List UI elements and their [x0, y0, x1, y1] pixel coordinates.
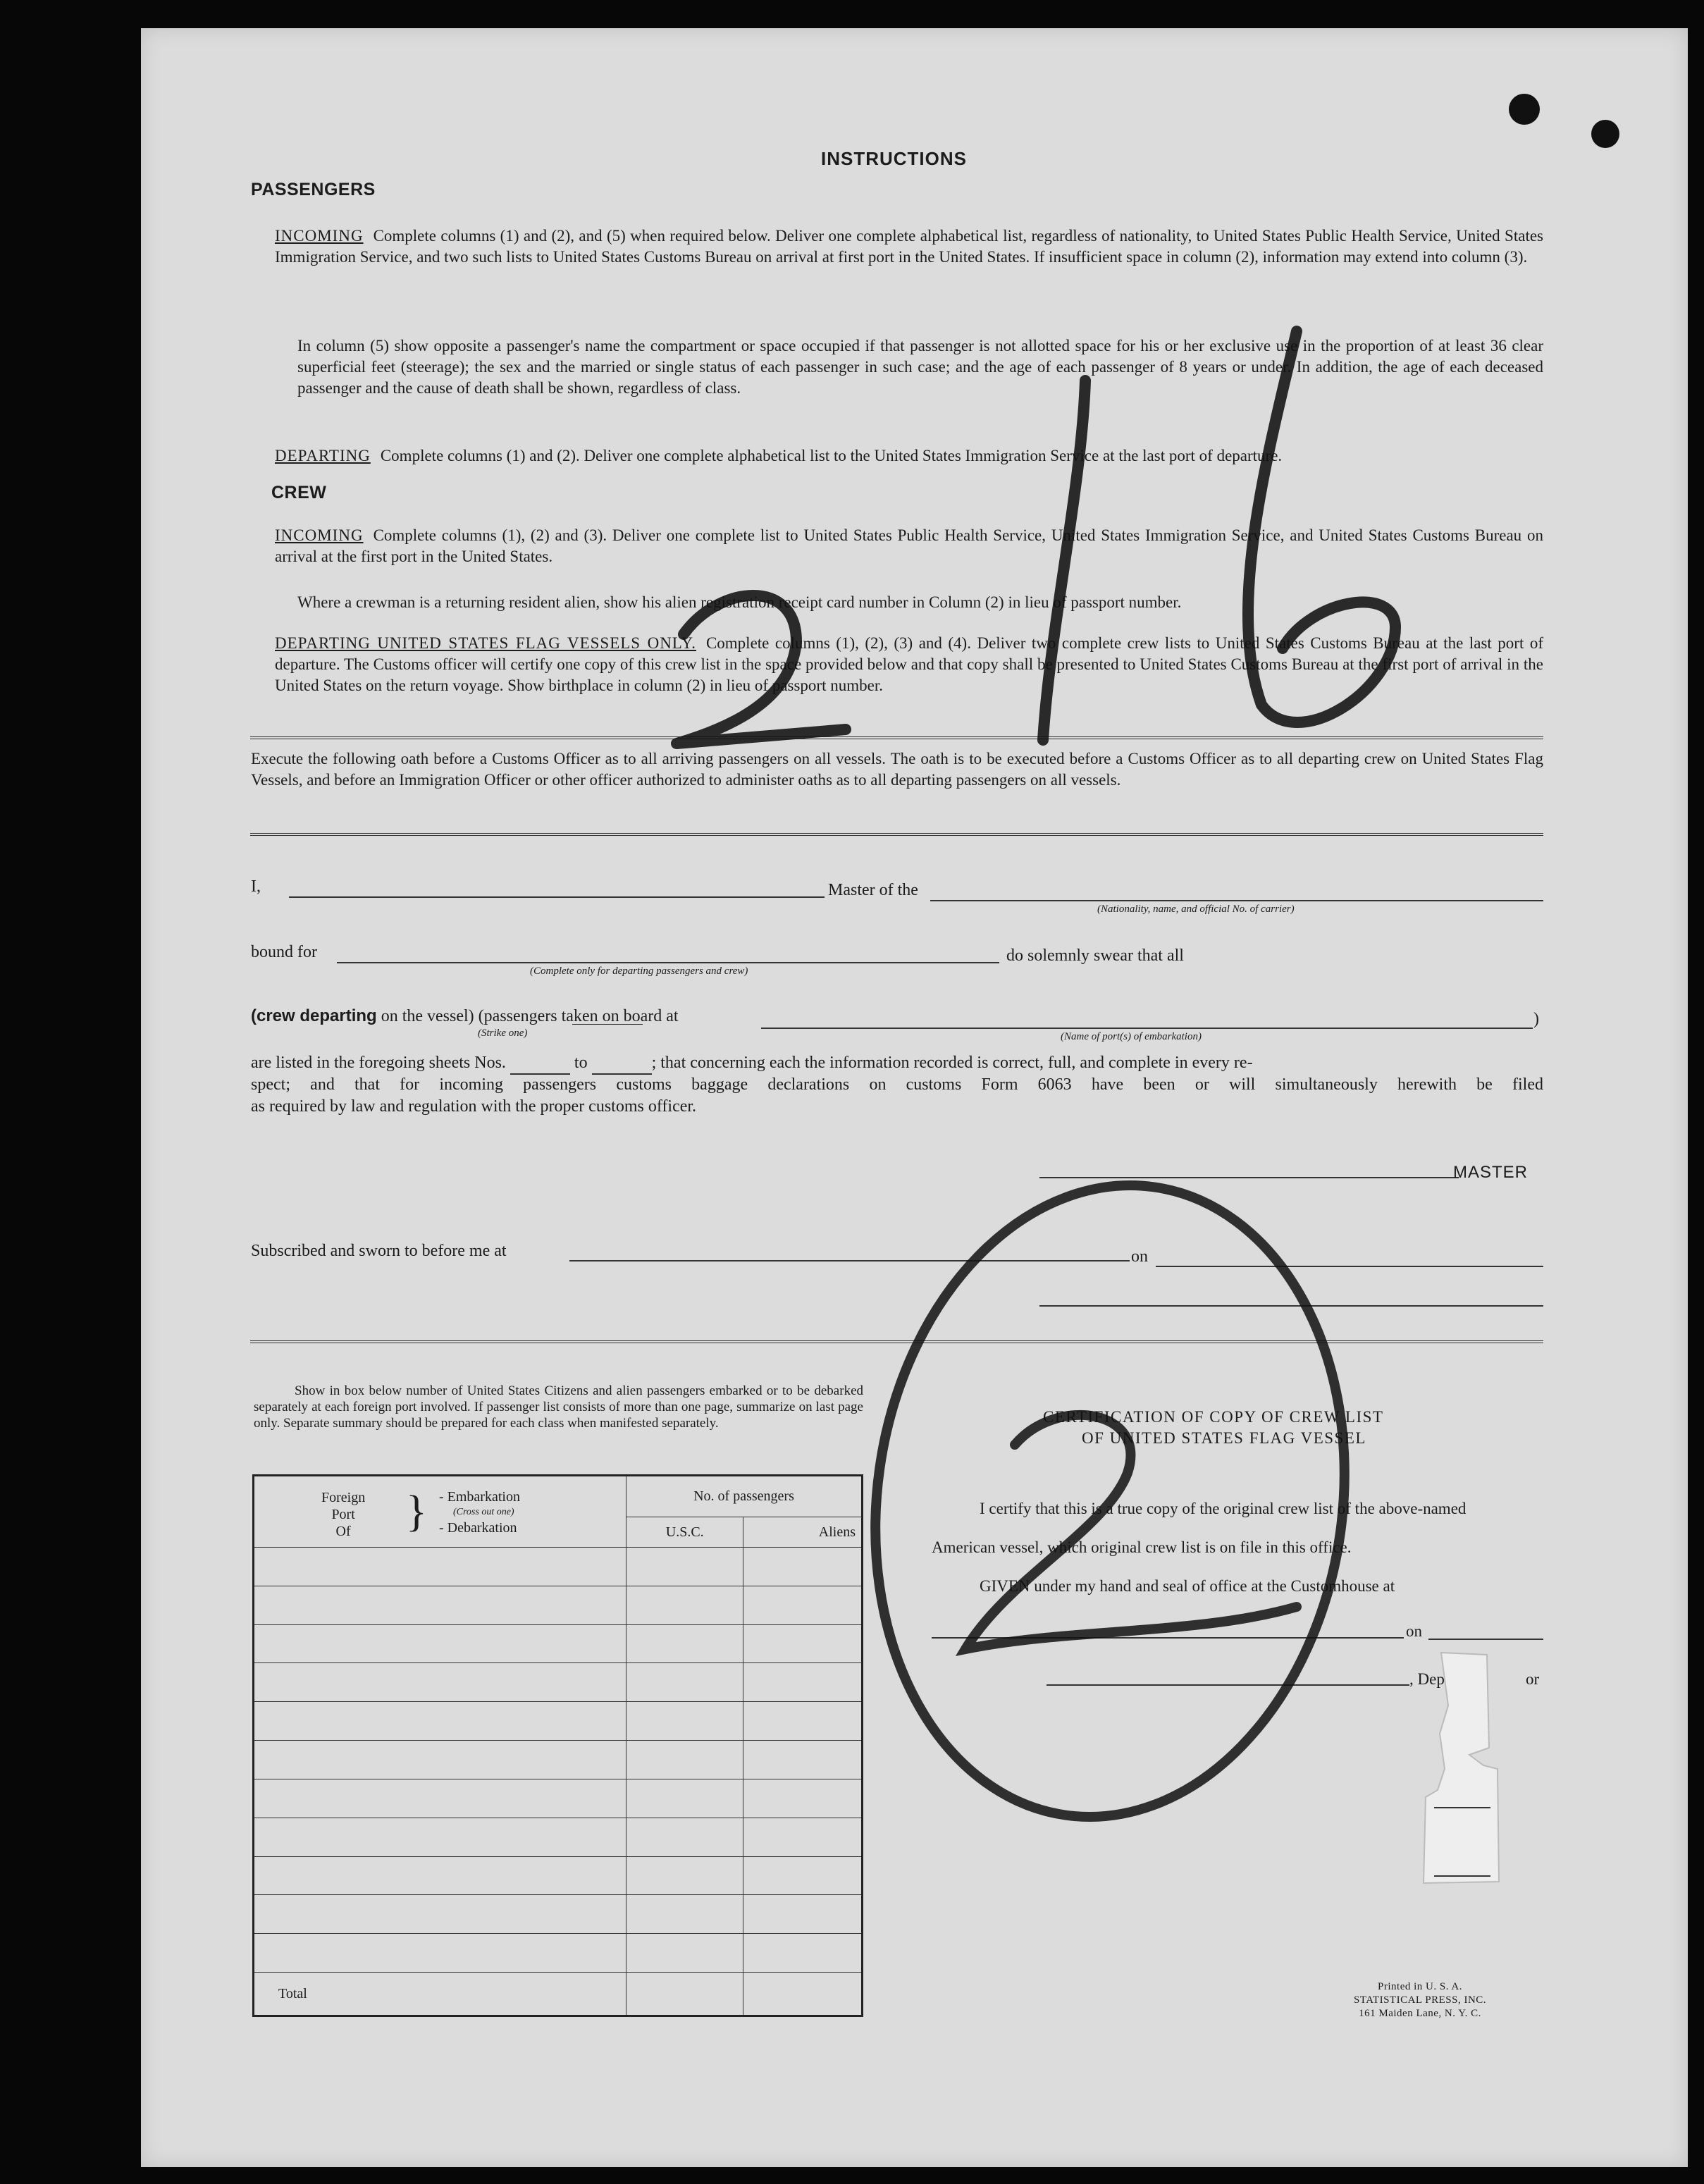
debarkation-option[interactable]: - Debarkation: [439, 1520, 517, 1536]
dep-text: , Dep: [1409, 1670, 1445, 1688]
or-text: or: [1526, 1670, 1540, 1688]
strike-one-caption: (Strike one): [478, 1028, 528, 1039]
swear-text: do solemnly swear that all: [1006, 946, 1184, 965]
certification-title: CERTIFICATION OF COPY OF CREW LIST: [1043, 1408, 1384, 1426]
oath-line-3: as required by law and regulation with the proper customs officer.: [251, 1097, 697, 1116]
oath-i-label: I,: [251, 877, 261, 896]
crew-departing-label: DEPARTING UNITED STATES FLAG VESSELS ONLY.: [275, 634, 696, 652]
listed-text-b: ; that concerning each the information recorded is correct, full, and complete in every re-: [651, 1054, 1253, 1072]
brace-icon: }: [406, 1488, 427, 1536]
total-label: Total: [254, 1973, 626, 2016]
aliens-header: Aliens: [743, 1517, 863, 1548]
close-paren: ): [1533, 1010, 1539, 1028]
bound-for-label: bound for: [251, 943, 317, 961]
page-title: INSTRUCTIONS: [821, 148, 967, 169]
crew-departing-text: Complete columns (1), (2), (3) and (4). Deliver two complete crew lists to United States Customs Bureau at the last port of departure. The Customs officer will certify one copy of this crew list in the space provided below and that copy shall be presented to United States Customs Bureau at the first port of arrival in the United States on the return voyage. Show birthplace in column (2) in lieu of passport number.: [275, 634, 1543, 694]
master-of-label: Master of the: [828, 881, 918, 899]
listed-to: to: [574, 1054, 588, 1072]
certify-text: I certify that this is a true copy of the original crew list of the above-named: [980, 1500, 1467, 1517]
subscribed-label: Subscribed and sworn to before me at: [251, 1242, 507, 1260]
passengers-taken-option[interactable]: (passengers taken on board at: [478, 1007, 679, 1025]
printer-imprint: Printed in U. S. A. STATISTICAL PRESS, INC. 161 Maiden Lane, N. Y. C.: [1353, 1981, 1487, 2019]
crew-heading: CREW: [271, 483, 327, 502]
crew-departing-option[interactable]: (crew departing: [251, 1006, 377, 1025]
passengers-departing-text: Complete columns (1) and (2). Deliver one complete alphabetical list to the United States Immigration Service at the last port of departure.: [380, 447, 1283, 464]
passengers-incoming-label: INCOMING: [275, 227, 364, 245]
listed-text: are listed in the foregoing sheets Nos.: [251, 1054, 506, 1072]
given-text: GIVEN under my hand and seal of office at the Customhouse at: [980, 1577, 1395, 1595]
document-page: [141, 28, 1688, 2167]
column5-paragraph: In column (5) show opposite a passenger's name the compartment or space occupied if that passenger is not allotted space for his or her exclusive use in the proportion of at least 36 clear superficial feet (steerage); the sex and the married or single status of each passenger in such case; and the age of each passenger of 8 years or under. In addition, the age of each deceased passenger and the cause of death shall be shown, regardless of class.: [297, 337, 1543, 397]
ports-caption: (Name of port(s) of embarkation): [1061, 1031, 1202, 1042]
passengers-heading: PASSENGERS: [251, 180, 376, 199]
carrier-caption: (Nationality, name, and official No. of carrier): [1097, 903, 1295, 915]
port-header-cell: Foreign Port Of } - Embarkation (Cross out one) - Debarkation: [254, 1476, 626, 1548]
vessel-text: American vessel, which original crew list is on file in this office.: [932, 1538, 1352, 1556]
crew-incoming-text: Complete columns (1), (2) and (3). Deliver one complete list to United States Public Health Service, United States Immigration Service, and United States Customs Bureau on arrival at the first port in the United States.: [275, 526, 1543, 565]
cross-out-caption: (Cross out one): [453, 1507, 514, 1517]
passengers-departing-label: DEPARTING: [275, 447, 371, 464]
oath-line-2: spect; and that for incoming passengers customs baggage declarations on customs Form 6063 have been or will simultaneously herewith be filed: [251, 1075, 1543, 1094]
summary-note: Show in box below number of United States Citizens and alien passengers embarked or to be debarked separately at each foreign port involved. If passenger list consists of more than one page, summarize on last page only. Separate summary should be prepared for each class when manifested separately.: [254, 1383, 863, 1431]
embarkation-option[interactable]: - Embarkation: [439, 1489, 520, 1505]
oath-instructions: Execute the following oath before a Customs Officer as to all arriving passengers on all vessels. The oath is to be executed before a Customs Officer as to all departing crew on United States Flag Vessels, and before an Immigration Officer or other officer authorized to administer oaths as to all departing passengers on all vessels.: [251, 750, 1543, 789]
crew-incoming-label: INCOMING: [275, 526, 364, 544]
passengers-incoming-text: Complete columns (1) and (2), and (5) when required below. Deliver one complete alphabetical list, regardless of nationality, to United States Public Health Service, United States Immigration Service, and two such lists to United States Customs Bureau on arrival at first port in the United States. If insufficient space in column (2), information may extend into column (3).: [275, 227, 1543, 266]
circled-number-2: [836, 1154, 1385, 1847]
cert-on-label: on: [1406, 1622, 1422, 1640]
sworn-on-label: on: [1131, 1247, 1148, 1266]
no-of-passengers-header: No. of passengers: [626, 1476, 862, 1517]
crew-resident-paragraph: Where a crewman is a returning resident alien, show his alien registration receipt card number in Column (2) in lieu of passport number.: [297, 593, 1182, 611]
bound-for-caption: (Complete only for departing passengers and crew): [530, 965, 748, 977]
handwritten-number-216: [141, 28, 1688, 2167]
usc-header: U.S.C.: [626, 1517, 743, 1548]
on-the-vessel-text: on the vessel): [381, 1007, 474, 1025]
master-label: MASTER: [1453, 1163, 1529, 1182]
certification-subtitle: OF UNITED STATES FLAG VESSEL: [1082, 1429, 1366, 1447]
